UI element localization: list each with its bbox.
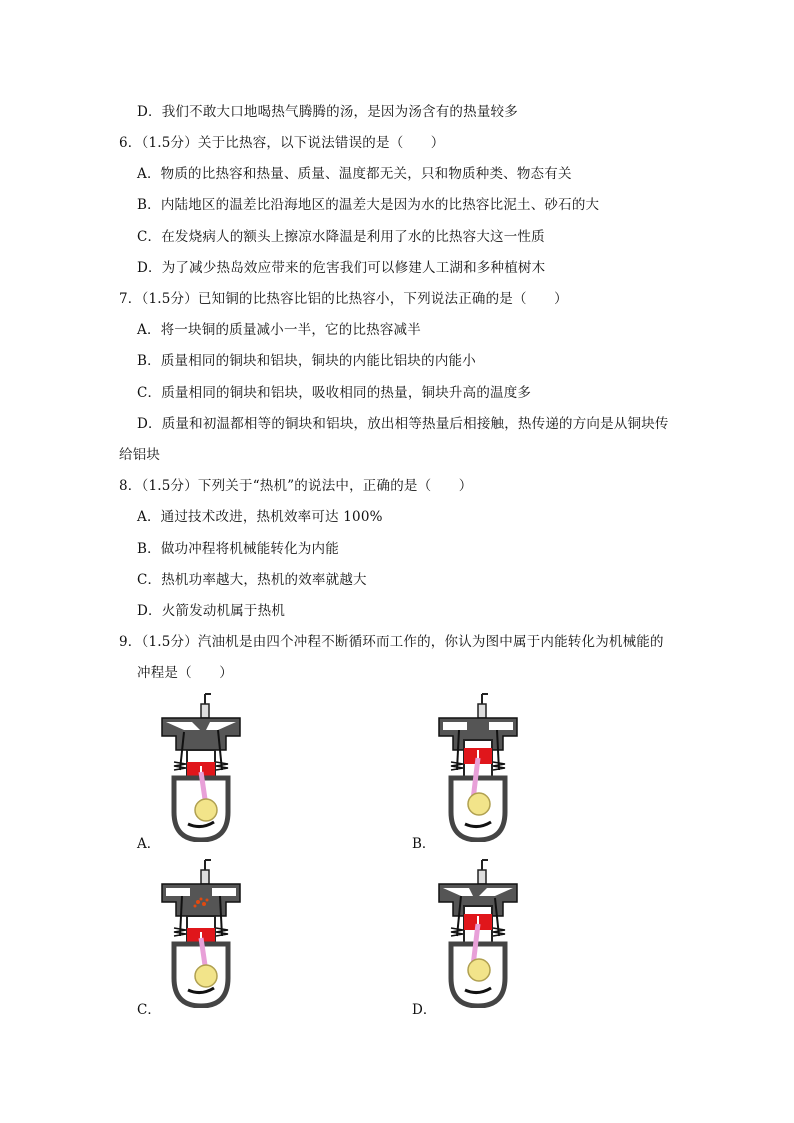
q8-option-c: C．热机功率越大，热机的效率就越大 [137,572,367,588]
q8-option-a: A．通过技术改进，热机效率可达 100% [137,509,383,525]
q7-option-d-continued: 给铝块 [119,447,161,463]
q8-option-d: D．火箭发动机属于热机 [137,603,286,619]
q7-option-c: C．质量相同的铜块和铝块，吸收相同的热量，铜块升高的温度多 [137,385,532,401]
figure-label-c: C． [137,1002,161,1018]
q8-stem: 8．（1.5分）下列关于“热机”的说法中，正确的是（ ） [119,478,473,494]
q9-stem-continued: 冲程是（ ） [137,665,233,681]
q6-stem: 6．（1.5分）关于比热容，以下说法错误的是（ ） [119,135,445,151]
figure-label-b: B． [412,836,436,852]
q7-option-b: B．质量相同的铜块和铝块，铜块的内能比铝块的内能小 [137,353,476,369]
q6-option-c: C．在发烧病人的额头上擦凉水降温是利用了水的比热容大这一性质 [137,229,545,245]
q6-option-a: A．物质的比热容和热量、质量、温度都无关，只和物质种类、物态有关 [137,166,572,182]
q5-option-d: D．我们不敢大口地喝热气腾腾的汤，是因为汤含有的热量较多 [137,104,518,120]
figure-label-a: A． [137,836,161,852]
q7-stem: 7．（1.5分）已知铜的比热容比铝的比热容小，下列说法正确的是（ ） [119,291,568,307]
q9-stem: 9．（1.5分）汽油机是由四个冲程不断循环而工作的，你认为图中属于内能转化为机械能的 [119,634,664,650]
engine-figure-d [437,858,519,1008]
q7-option-a: A．将一块铜的质量减小一半，它的比热容减半 [137,322,421,338]
q8-option-b: B．做功冲程将机械能转化为内能 [137,541,339,557]
engine-figure-c [160,858,242,1008]
q6-option-b: B．内陆地区的温差比沿海地区的温差大是因为水的比热容比泥土、砂石的大 [137,197,600,213]
q7-option-d: D．质量和初温都相等的铜块和铝块，放出相等热量后相接触，热传递的方向是从铜块传 [137,416,669,432]
q6-option-d: D．为了减少热岛效应带来的危害我们可以修建人工湖和多种植树木 [137,260,546,276]
engine-figure-a [160,692,242,842]
figure-label-d: D． [412,1002,437,1018]
engine-figure-b [437,692,519,842]
